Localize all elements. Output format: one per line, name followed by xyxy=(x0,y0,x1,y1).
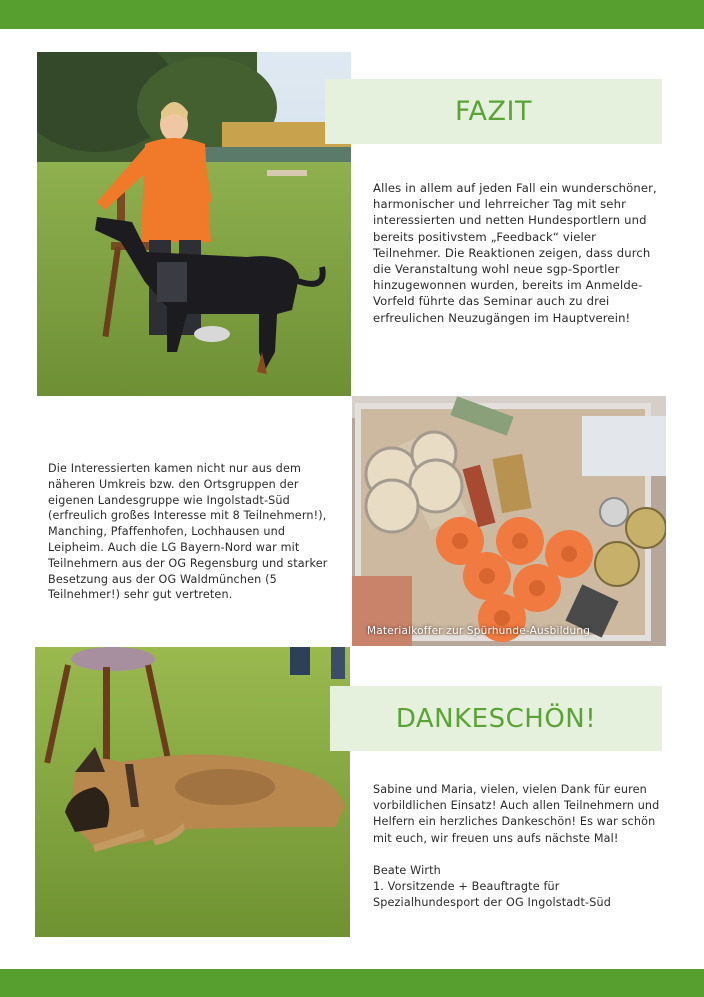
signature-role: 1. Vorsitzende + Beauftragte für Spezialhundesport der OG Ingolstadt-Süd xyxy=(373,880,611,910)
fazit-text xyxy=(373,180,661,326)
fazit-paragraph: Alles in allem auf jeden Fall ein wunderschöner, harmonischer und lehrreicher Tag mit sehr interessierten und netten Hundesportlern und bereits positivstem „Feedback“ vieler Teilnehmer. Die Reaktionen zeigen, dass durch die Veranstaltung wohl neue sgp-Sportler hinzugewonnen wurden, bereits im Anmelde-Vorfeld führte das Seminar auch zu drei erfreulichen Neuzugängen im Hauptverein! xyxy=(373,181,657,325)
interessierte-paragraph: Die Interessierten kamen nicht nur aus dem näheren Umkreis bzw. den Ortsgruppen der eigenen Landesgruppe wie Ingolstadt-Süd (erfreulich großes Interesse mit 8 Teilnehmern!), Manching, Pfaffenhofen, Lochhausen und Leipheim. Auch die LG Bayern-Nord war mit Teilnehmern aus der OG Regensburg und starker Besetzung aus der OG Waldmünchen (5 Teilnehmer!) sehr gut vertreten. xyxy=(48,462,328,602)
photo-material-case xyxy=(352,396,666,646)
dankeschoen-paragraph: Sabine und Maria, vielen, vielen Dank für euren vorbildlichen Einsatz! Auch allen Teilnehmern und Helfern ein herzliches Dankeschön! Es war schön mit euch, wir freuen uns aufs nächste Mal! xyxy=(373,783,660,845)
dankeschoen-text xyxy=(373,782,661,911)
interessierte-text xyxy=(48,461,342,603)
dankeschoen-heading-box xyxy=(330,686,662,751)
dankeschoen-heading: DANKESCHÖN! xyxy=(395,703,597,734)
fazit-heading: FAZIT xyxy=(455,96,532,127)
signature-name: Beate Wirth xyxy=(373,863,441,877)
photo-caption: Materialkoffer zur Spürhunde-Ausbildung xyxy=(367,625,591,637)
fazit-heading-box xyxy=(325,79,662,144)
photo-dog-on-grass xyxy=(35,647,350,937)
photo-woman-with-dog xyxy=(37,52,351,396)
bottom-accent-bar xyxy=(0,969,704,997)
top-accent-bar xyxy=(0,0,704,29)
